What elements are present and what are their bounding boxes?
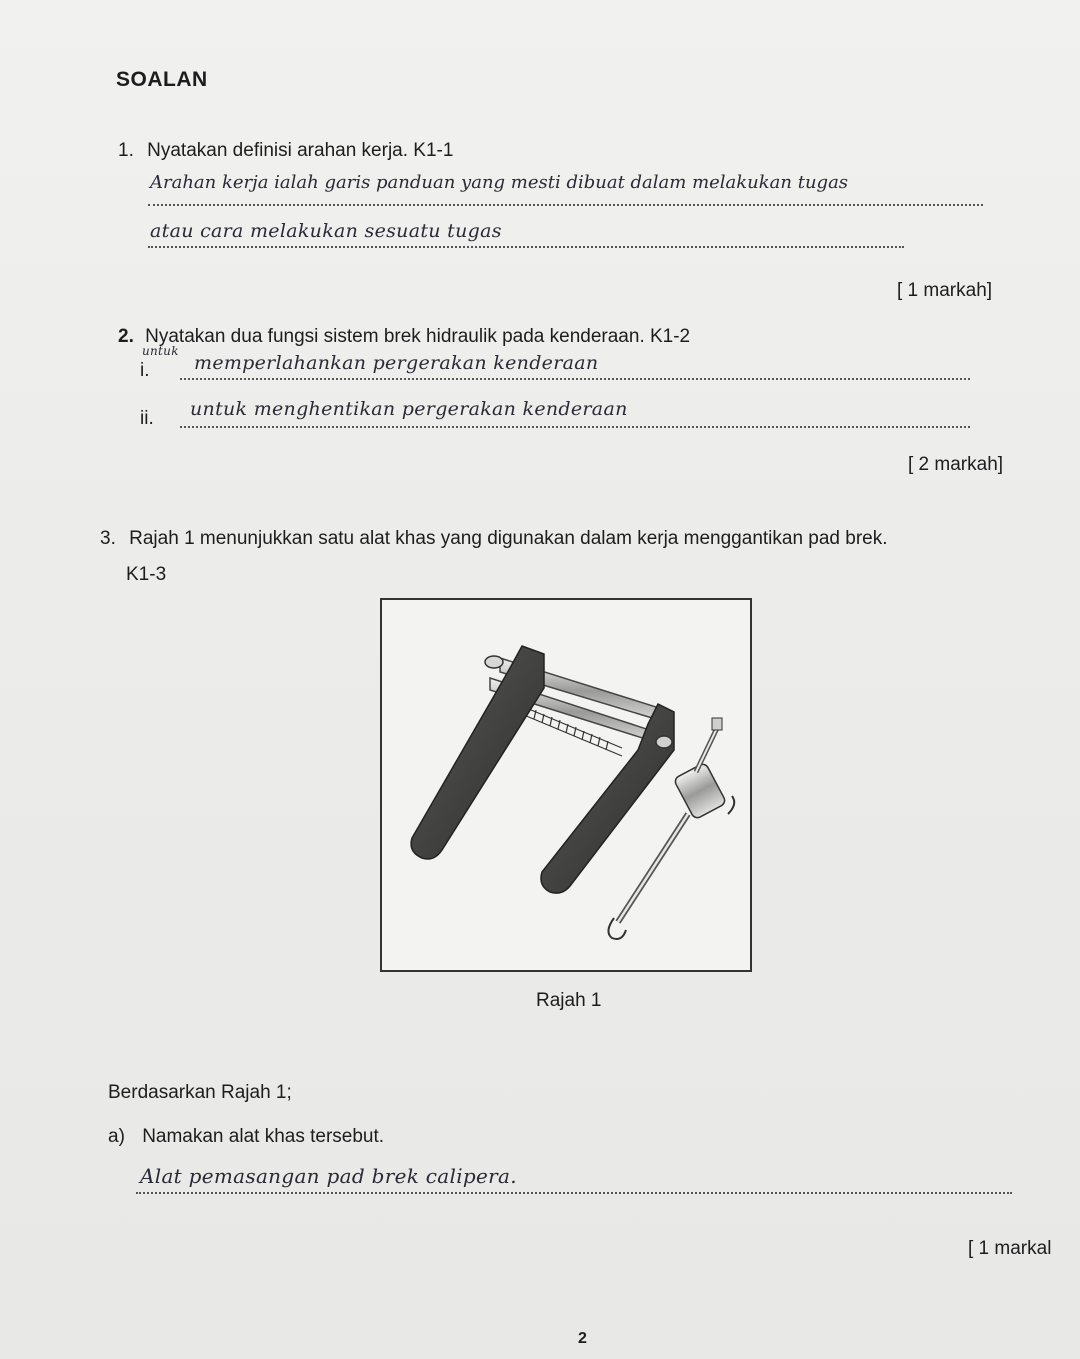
question-3 <box>100 528 888 550</box>
question-1-marks: [ 1 markah] <box>897 280 993 301</box>
answer-line <box>180 378 970 380</box>
figure-rajah-1 <box>380 598 752 972</box>
question-3-number: 3. <box>100 528 116 549</box>
question-1-text: Nyatakan definisi arahan kerja. K1-1 <box>147 140 454 161</box>
answer-line <box>148 246 904 248</box>
question-3a <box>108 1126 384 1148</box>
brake-caliper-tool-illustration <box>382 600 750 970</box>
question-2-item-1-answer: memperlahankan pergerakan kenderaan <box>194 352 599 374</box>
question-2-text: Nyatakan dua fungsi sistem brek hidraulik pada kenderaan. K1-2 <box>145 326 691 347</box>
answer-line <box>136 1192 1012 1194</box>
question-2-marks: [ 2 markah] <box>908 454 1004 475</box>
question-3-code: K1-3 <box>126 564 167 585</box>
question-2-item-2-answer: untuk menghentikan pergerakan kenderaan <box>190 398 628 420</box>
question-2 <box>118 326 690 348</box>
answer-line <box>148 204 983 206</box>
page-number: 2 <box>578 1330 587 1347</box>
section-title: SOALAN <box>116 68 208 91</box>
answer-line <box>180 426 970 428</box>
question-2-item-1-label: i. <box>140 360 150 381</box>
question-1-answer-line-1: Arahan kerja ialah garis panduan yang mesti dibuat dalam melakukan tugas <box>150 172 849 193</box>
question-1-answer-line-2: atau cara melakukan sesuatu tugas <box>150 220 502 242</box>
question-3a-label: a) <box>108 1126 125 1147</box>
question-2-number: 2. <box>118 326 134 347</box>
question-1 <box>118 140 453 162</box>
figure-caption: Rajah 1 <box>536 990 602 1011</box>
question-3a-answer: Alat pemasangan pad brek calipera. <box>140 1164 517 1188</box>
question-2-item-2-label: ii. <box>140 408 154 429</box>
question-2-handwritten-note: untuk <box>142 344 179 358</box>
question-3-intro: Berdasarkan Rajah 1; <box>108 1082 292 1103</box>
question-1-number: 1. <box>118 140 134 161</box>
question-3a-text: Namakan alat khas tersebut. <box>142 1126 385 1147</box>
question-3-text: Rajah 1 menunjukkan satu alat khas yang digunakan dalam kerja menggantikan pad brek. <box>129 528 888 549</box>
question-3a-marks: [ 1 markal <box>968 1238 1052 1259</box>
